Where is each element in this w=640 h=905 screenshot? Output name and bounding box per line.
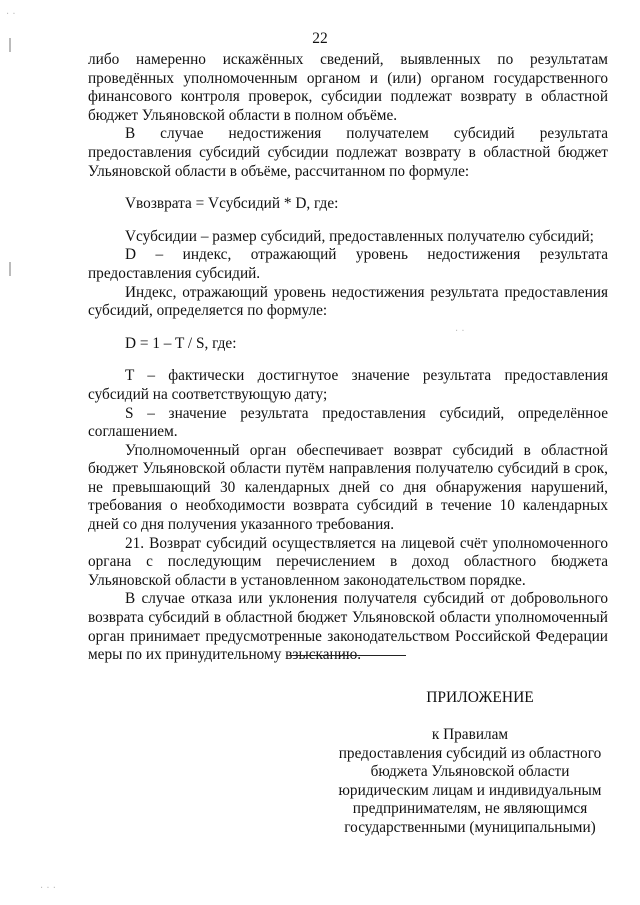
appendix-line: предоставления субсидий из областного (338, 744, 602, 762)
page-number: 22 (312, 30, 328, 47)
appendix-line: государственными (муниципальными) (344, 818, 596, 836)
appendix-line: бюджета Ульяновской области (370, 763, 570, 781)
paragraph: Уполномоченный орган обеспечивает возврат субсидий в областной бюджет Ульяновской области путём направления получателю субсидий в срок, не превышающий 30 календарных дней со дня обнаружения нарушений, требования о необходимости возврата субсидий в течение 10 календарных дней со дня получения указанного требования. (88, 441, 608, 534)
appendix-line: к Правилам (431, 726, 509, 743)
appendix-line: предпринимателям, не являющимся (352, 800, 588, 818)
scan-dots: . . (6, 6, 16, 17)
scan-dots: . . (455, 323, 465, 334)
appendix-caption (330, 726, 610, 838)
paragraph: Индекс, отражающий уровень недостижения результата предоставления субсидий, определяется по формуле: (88, 283, 608, 320)
formula-index: D = 1 – T / S, где: (125, 334, 237, 352)
paragraph: В случае недостижения получателем субсидий результата предоставления субсидий субсидии подлежат возврату в областной бюджет Ульяновской области в объёме, рассчитанном по формуле: (88, 125, 608, 180)
paragraph: 21. Возврат субсидий осуществляется на лицевой счёт уполномоченного органа с последующим перечислением в доход областного бюджета Ульяновской области в установленном законодательством порядке. (88, 534, 608, 589)
paragraph: В случае отказа или уклонения получателя субсидий от добровольного возврата субсидий в областной бюджет Ульяновской области уполномоченный орган принимает предусмотренные законодательством Российской Федерации меры по их принудительному взысканию. (88, 590, 608, 664)
appendix-title: ПРИЛОЖЕНИЕ (426, 689, 534, 706)
scan-dots: . . . (40, 880, 56, 891)
appendix-line: юридическим лицам и индивидуальным (338, 781, 602, 799)
formula-refund: Vвозврата = Vсубсидий * D, где: (125, 195, 339, 213)
paragraph: Vсубсидии – размер субсидий, предоставленных получателю субсидий; (125, 227, 594, 245)
paragraph: либо намеренно искажённых сведений, выявленных по результатам проведённых уполномоченным органом и (или) органом государственного финансового контроля проверок, субсидии подлежат возврату в областной бюджет Ульяновской области в полном объёме. (88, 51, 608, 124)
paragraph: S – значение результата предоставления субсидий, определённое соглашением. (88, 404, 608, 441)
paragraph: T – фактически достигнутое значение результата предоставления субсидий на соответствующую дату; (88, 367, 608, 403)
body-text (88, 51, 608, 665)
separator-line (290, 655, 406, 656)
paragraph: D – индекс, отражающий уровень недостижения результата предоставления субсидий. (88, 246, 608, 282)
scan-mark (9, 262, 11, 276)
